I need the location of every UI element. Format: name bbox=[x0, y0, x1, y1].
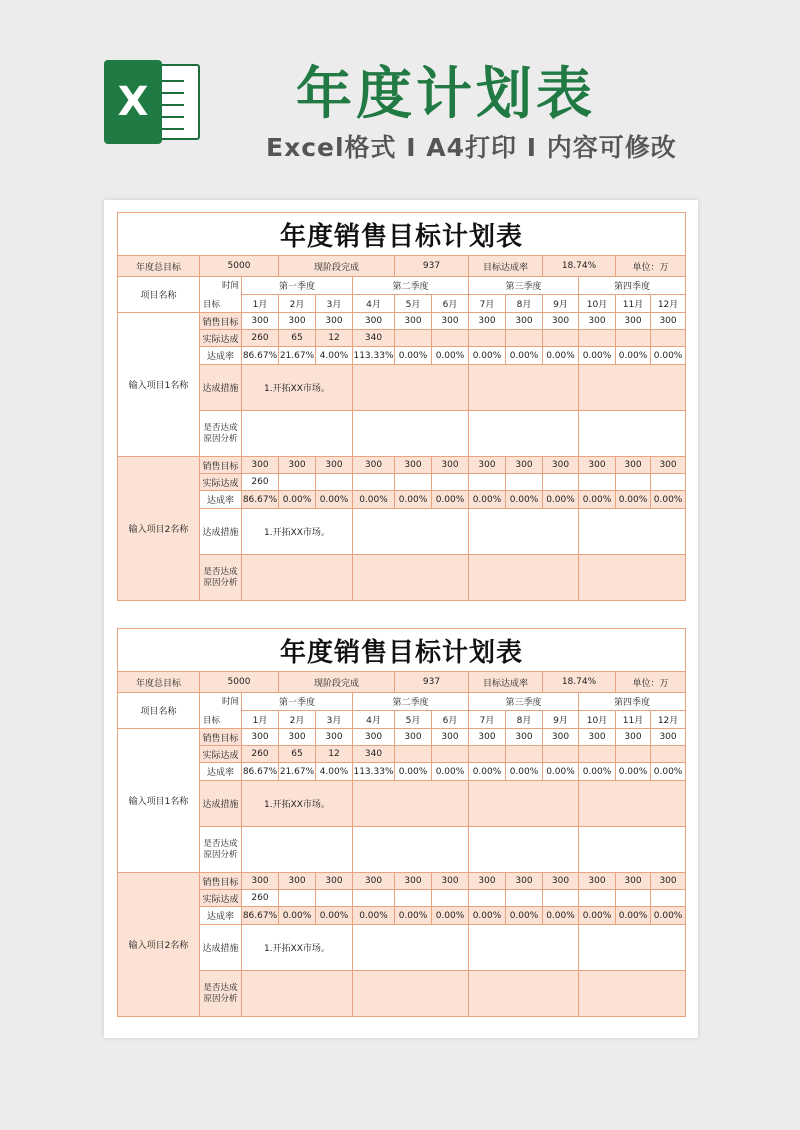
excel-logo-icon bbox=[104, 60, 200, 144]
month-header: 9月 bbox=[543, 295, 579, 313]
rate-cell: 0.00% bbox=[543, 763, 579, 781]
current-done-label: 现阶段完成 bbox=[279, 256, 395, 277]
sales-target-cell[interactable]: 300 bbox=[579, 313, 616, 330]
sales-target-cell[interactable]: 300 bbox=[279, 873, 316, 890]
rate-cell: 0.00% bbox=[432, 763, 469, 781]
rate-cell: 0.00% bbox=[353, 907, 395, 925]
actual-cell[interactable] bbox=[469, 474, 506, 491]
sales-target-cell[interactable]: 300 bbox=[316, 313, 353, 330]
quarter-header: 第三季度 bbox=[469, 693, 579, 711]
analysis-q1[interactable] bbox=[242, 555, 353, 601]
month-header: 1月 bbox=[242, 711, 279, 729]
month-header: 2月 bbox=[279, 295, 316, 313]
rate-cell: 113.33% bbox=[353, 763, 395, 781]
actual-cell[interactable] bbox=[579, 890, 616, 907]
actual-cell[interactable] bbox=[579, 330, 616, 347]
sales-target-cell[interactable]: 300 bbox=[469, 729, 506, 746]
sales-target-cell[interactable]: 300 bbox=[651, 873, 686, 890]
time-target-header bbox=[200, 277, 242, 313]
rate-cell: 0.00% bbox=[616, 347, 651, 365]
sales-target-label: 销售目标 bbox=[200, 873, 242, 890]
measures-label: 达成措施 bbox=[200, 925, 242, 971]
analysis-label-line2: 原因分析 bbox=[203, 433, 238, 444]
plan-sheet-2 bbox=[117, 628, 685, 1017]
measure-q4[interactable] bbox=[579, 509, 686, 555]
sales-target-cell[interactable]: 300 bbox=[651, 457, 686, 474]
page-title: 年度计划表 bbox=[296, 62, 596, 127]
measure-q4[interactable] bbox=[579, 365, 686, 411]
quarter-header: 第二季度 bbox=[353, 277, 469, 295]
measure-q3[interactable] bbox=[469, 365, 579, 411]
analysis-q3[interactable] bbox=[469, 971, 579, 1017]
actual-label: 实际达成 bbox=[200, 330, 242, 347]
rate-cell: 0.00% bbox=[616, 763, 651, 781]
sales-target-cell[interactable]: 300 bbox=[353, 873, 395, 890]
actual-cell[interactable] bbox=[316, 890, 353, 907]
rate-cell: 0.00% bbox=[579, 907, 616, 925]
measure-q1[interactable]: 1.开拓XX市场。 bbox=[242, 925, 353, 971]
month-header: 11月 bbox=[616, 711, 651, 729]
target-rate-value[interactable]: 18.74% bbox=[543, 672, 616, 693]
actual-cell[interactable] bbox=[579, 474, 616, 491]
month-header: 8月 bbox=[506, 711, 543, 729]
actual-cell[interactable] bbox=[469, 330, 506, 347]
actual-cell[interactable]: 340 bbox=[353, 330, 395, 347]
sales-target-cell[interactable]: 300 bbox=[395, 729, 432, 746]
month-header: 11月 bbox=[616, 295, 651, 313]
current-done-value[interactable]: 937 bbox=[395, 256, 469, 277]
month-header: 12月 bbox=[651, 711, 686, 729]
sales-target-cell[interactable]: 300 bbox=[651, 313, 686, 330]
actual-cell[interactable]: 65 bbox=[279, 746, 316, 763]
actual-cell[interactable] bbox=[579, 746, 616, 763]
actual-cell[interactable] bbox=[651, 890, 686, 907]
rate-label: 达成率 bbox=[200, 907, 242, 925]
actual-cell[interactable]: 12 bbox=[316, 330, 353, 347]
actual-cell[interactable] bbox=[432, 330, 469, 347]
actual-cell[interactable] bbox=[316, 474, 353, 491]
actual-cell[interactable] bbox=[432, 746, 469, 763]
sales-target-cell[interactable]: 300 bbox=[353, 313, 395, 330]
month-header: 12月 bbox=[651, 295, 686, 313]
actual-cell[interactable] bbox=[651, 474, 686, 491]
rate-cell: 0.00% bbox=[651, 347, 686, 365]
rate-cell: 0.00% bbox=[506, 347, 543, 365]
month-header: 10月 bbox=[579, 711, 616, 729]
measure-q3[interactable] bbox=[469, 925, 579, 971]
actual-cell[interactable] bbox=[616, 474, 651, 491]
sales-target-cell[interactable]: 300 bbox=[279, 729, 316, 746]
target-label: 目标 bbox=[203, 716, 221, 726]
sales-target-cell[interactable]: 300 bbox=[279, 313, 316, 330]
rate-cell: 0.00% bbox=[353, 491, 395, 509]
rate-cell: 0.00% bbox=[279, 907, 316, 925]
analysis-q4[interactable] bbox=[579, 971, 686, 1017]
rate-cell: 0.00% bbox=[316, 907, 353, 925]
total-target-value[interactable]: 5000 bbox=[200, 256, 279, 277]
sales-target-cell[interactable]: 300 bbox=[316, 873, 353, 890]
measure-q2[interactable] bbox=[353, 365, 469, 411]
analysis-label-line2: 原因分析 bbox=[203, 993, 238, 1004]
sales-target-cell[interactable]: 300 bbox=[506, 729, 543, 746]
sales-target-cell[interactable]: 300 bbox=[469, 873, 506, 890]
sales-target-cell[interactable]: 300 bbox=[353, 457, 395, 474]
project-name[interactable]: 输入项目1名称 bbox=[118, 729, 200, 873]
sales-target-cell[interactable]: 300 bbox=[616, 457, 651, 474]
month-header: 7月 bbox=[469, 295, 506, 313]
sales-target-label: 销售目标 bbox=[200, 457, 242, 474]
sales-target-cell[interactable]: 300 bbox=[616, 873, 651, 890]
actual-cell[interactable] bbox=[543, 474, 579, 491]
actual-cell[interactable] bbox=[353, 890, 395, 907]
rate-cell: 0.00% bbox=[469, 763, 506, 781]
sales-target-cell[interactable]: 300 bbox=[579, 729, 616, 746]
measure-q3[interactable] bbox=[469, 781, 579, 827]
rate-cell: 0.00% bbox=[651, 763, 686, 781]
actual-cell[interactable]: 65 bbox=[279, 330, 316, 347]
analysis-q3[interactable] bbox=[469, 411, 579, 457]
target-rate-label: 目标达成率 bbox=[469, 256, 543, 277]
unit-label: 单位：万 bbox=[616, 672, 686, 693]
actual-cell[interactable] bbox=[395, 746, 432, 763]
plan-table-container bbox=[117, 212, 685, 601]
month-header: 2月 bbox=[279, 711, 316, 729]
month-header: 4月 bbox=[353, 711, 395, 729]
month-header: 3月 bbox=[316, 711, 353, 729]
analysis-q4[interactable] bbox=[579, 827, 686, 873]
rate-cell: 0.00% bbox=[579, 763, 616, 781]
analysis-q3[interactable] bbox=[469, 827, 579, 873]
target-rate-label: 目标达成率 bbox=[469, 672, 543, 693]
quarter-header: 第一季度 bbox=[242, 277, 353, 295]
actual-cell[interactable] bbox=[432, 474, 469, 491]
analysis-q2[interactable] bbox=[353, 971, 469, 1017]
project-name[interactable]: 输入项目1名称 bbox=[118, 313, 200, 457]
quarter-header: 第四季度 bbox=[579, 693, 686, 711]
month-header: 5月 bbox=[395, 711, 432, 729]
rate-cell: 0.00% bbox=[543, 347, 579, 365]
project-name[interactable]: 输入项目2名称 bbox=[118, 457, 200, 601]
analysis-label-line2: 原因分析 bbox=[203, 849, 238, 860]
month-header: 8月 bbox=[506, 295, 543, 313]
plan-title: 年度销售目标计划表 bbox=[118, 629, 686, 672]
measure-q4[interactable] bbox=[579, 925, 686, 971]
rate-label: 达成率 bbox=[200, 763, 242, 781]
analysis-q1[interactable] bbox=[242, 827, 353, 873]
quarter-header: 第三季度 bbox=[469, 277, 579, 295]
analysis-label bbox=[200, 411, 242, 457]
actual-cell[interactable]: 260 bbox=[242, 330, 279, 347]
sales-target-cell[interactable]: 300 bbox=[469, 457, 506, 474]
rate-cell: 0.00% bbox=[579, 347, 616, 365]
actual-cell[interactable] bbox=[506, 474, 543, 491]
sales-target-cell[interactable]: 300 bbox=[279, 457, 316, 474]
analysis-q4[interactable] bbox=[579, 411, 686, 457]
rate-cell: 0.00% bbox=[395, 907, 432, 925]
month-header: 6月 bbox=[432, 295, 469, 313]
project-name-header: 项目名称 bbox=[118, 277, 200, 313]
measure-q2[interactable] bbox=[353, 925, 469, 971]
rate-cell: 0.00% bbox=[469, 347, 506, 365]
actual-cell[interactable]: 260 bbox=[242, 474, 279, 491]
quarter-header: 第四季度 bbox=[579, 277, 686, 295]
sales-target-cell[interactable]: 300 bbox=[543, 457, 579, 474]
rate-cell: 4.00% bbox=[316, 347, 353, 365]
plan-title: 年度销售目标计划表 bbox=[118, 213, 686, 256]
rate-cell: 0.00% bbox=[469, 491, 506, 509]
actual-label: 实际达成 bbox=[200, 746, 242, 763]
actual-cell[interactable] bbox=[543, 330, 579, 347]
rate-cell: 0.00% bbox=[395, 347, 432, 365]
actual-cell[interactable] bbox=[543, 746, 579, 763]
actual-cell[interactable] bbox=[432, 890, 469, 907]
total-target-label: 年度总目标 bbox=[118, 672, 200, 693]
actual-cell[interactable] bbox=[616, 890, 651, 907]
actual-label: 实际达成 bbox=[200, 474, 242, 491]
target-rate-value[interactable]: 18.74% bbox=[543, 256, 616, 277]
month-header: 1月 bbox=[242, 295, 279, 313]
project-name[interactable]: 输入项目2名称 bbox=[118, 873, 200, 1017]
quarter-header: 第一季度 bbox=[242, 693, 353, 711]
rate-cell: 21.67% bbox=[279, 347, 316, 365]
sales-target-cell[interactable]: 300 bbox=[616, 313, 651, 330]
actual-cell[interactable] bbox=[353, 474, 395, 491]
analysis-q3[interactable] bbox=[469, 555, 579, 601]
analysis-label bbox=[200, 827, 242, 873]
sales-plan-table bbox=[117, 628, 686, 1017]
measures-label: 达成措施 bbox=[200, 509, 242, 555]
sales-target-cell[interactable]: 300 bbox=[316, 729, 353, 746]
actual-cell[interactable] bbox=[279, 474, 316, 491]
actual-cell[interactable] bbox=[395, 474, 432, 491]
rate-label: 达成率 bbox=[200, 491, 242, 509]
sales-target-cell[interactable]: 300 bbox=[579, 457, 616, 474]
analysis-q2[interactable] bbox=[353, 411, 469, 457]
analysis-label-line1: 是否达成 bbox=[203, 982, 238, 993]
measure-q2[interactable] bbox=[353, 781, 469, 827]
actual-cell[interactable] bbox=[279, 890, 316, 907]
actual-cell[interactable]: 260 bbox=[242, 890, 279, 907]
sales-target-cell[interactable]: 300 bbox=[432, 729, 469, 746]
analysis-q1[interactable] bbox=[242, 971, 353, 1017]
sales-target-cell[interactable]: 300 bbox=[432, 313, 469, 330]
rate-cell: 0.00% bbox=[279, 491, 316, 509]
actual-cell[interactable] bbox=[543, 890, 579, 907]
rate-cell: 0.00% bbox=[543, 491, 579, 509]
actual-cell[interactable] bbox=[395, 330, 432, 347]
time-label: 时间 bbox=[221, 697, 239, 707]
actual-cell[interactable] bbox=[651, 330, 686, 347]
sales-target-cell[interactable]: 300 bbox=[242, 457, 279, 474]
actual-cell[interactable] bbox=[616, 330, 651, 347]
rate-cell: 0.00% bbox=[316, 491, 353, 509]
rate-cell: 4.00% bbox=[316, 763, 353, 781]
month-header: 7月 bbox=[469, 711, 506, 729]
rate-cell: 0.00% bbox=[432, 907, 469, 925]
rate-cell: 0.00% bbox=[432, 347, 469, 365]
rate-cell: 86.67% bbox=[242, 763, 279, 781]
measures-label: 达成措施 bbox=[200, 781, 242, 827]
rate-cell: 0.00% bbox=[469, 907, 506, 925]
actual-cell[interactable]: 260 bbox=[242, 746, 279, 763]
measures-label: 达成措施 bbox=[200, 365, 242, 411]
time-label: 时间 bbox=[221, 281, 239, 291]
rate-cell: 0.00% bbox=[616, 491, 651, 509]
total-target-value[interactable]: 5000 bbox=[200, 672, 279, 693]
rate-cell: 86.67% bbox=[242, 491, 279, 509]
rate-cell: 0.00% bbox=[395, 491, 432, 509]
analysis-q4[interactable] bbox=[579, 555, 686, 601]
month-header: 4月 bbox=[353, 295, 395, 313]
sales-target-cell[interactable]: 300 bbox=[432, 873, 469, 890]
rate-cell: 0.00% bbox=[543, 907, 579, 925]
measure-q1[interactable]: 1.开拓XX市场。 bbox=[242, 781, 353, 827]
sales-target-cell[interactable]: 300 bbox=[543, 313, 579, 330]
measure-q1[interactable]: 1.开拓XX市场。 bbox=[242, 365, 353, 411]
sales-target-cell[interactable]: 300 bbox=[651, 729, 686, 746]
analysis-q2[interactable] bbox=[353, 555, 469, 601]
actual-cell[interactable] bbox=[469, 890, 506, 907]
sales-target-cell[interactable]: 300 bbox=[316, 457, 353, 474]
month-header: 3月 bbox=[316, 295, 353, 313]
sales-target-cell[interactable]: 300 bbox=[242, 729, 279, 746]
plan-table-container bbox=[117, 628, 685, 1017]
quarter-header: 第二季度 bbox=[353, 693, 469, 711]
month-header: 10月 bbox=[579, 295, 616, 313]
sales-target-cell[interactable]: 300 bbox=[395, 457, 432, 474]
analysis-label-line1: 是否达成 bbox=[203, 422, 238, 433]
actual-cell[interactable] bbox=[651, 746, 686, 763]
sales-target-cell[interactable]: 300 bbox=[395, 873, 432, 890]
analysis-label bbox=[200, 971, 242, 1017]
project-name-header: 项目名称 bbox=[118, 693, 200, 729]
sales-target-cell[interactable]: 300 bbox=[469, 313, 506, 330]
excel-x-badge: X bbox=[104, 60, 162, 144]
analysis-label-line1: 是否达成 bbox=[203, 838, 238, 849]
sales-target-cell[interactable]: 300 bbox=[242, 313, 279, 330]
rate-cell: 86.67% bbox=[242, 907, 279, 925]
target-label: 目标 bbox=[203, 300, 221, 310]
analysis-q1[interactable] bbox=[242, 411, 353, 457]
page-header bbox=[0, 0, 800, 200]
analysis-label-line1: 是否达成 bbox=[203, 566, 238, 577]
sales-target-cell[interactable]: 300 bbox=[616, 729, 651, 746]
rate-cell: 21.67% bbox=[279, 763, 316, 781]
rate-cell: 113.33% bbox=[353, 347, 395, 365]
rate-cell: 0.00% bbox=[432, 491, 469, 509]
sales-target-cell[interactable]: 300 bbox=[543, 729, 579, 746]
current-done-value[interactable]: 937 bbox=[395, 672, 469, 693]
sales-target-cell[interactable]: 300 bbox=[353, 729, 395, 746]
sales-target-cell[interactable]: 300 bbox=[432, 457, 469, 474]
rate-cell: 0.00% bbox=[395, 763, 432, 781]
actual-cell[interactable]: 340 bbox=[353, 746, 395, 763]
sales-target-label: 销售目标 bbox=[200, 729, 242, 746]
month-header: 9月 bbox=[543, 711, 579, 729]
actual-cell[interactable] bbox=[395, 890, 432, 907]
rate-cell: 0.00% bbox=[651, 491, 686, 509]
actual-cell[interactable] bbox=[506, 330, 543, 347]
analysis-q2[interactable] bbox=[353, 827, 469, 873]
actual-cell[interactable] bbox=[469, 746, 506, 763]
sales-target-cell[interactable]: 300 bbox=[242, 873, 279, 890]
actual-cell[interactable]: 12 bbox=[316, 746, 353, 763]
current-done-label: 现阶段完成 bbox=[279, 672, 395, 693]
sales-target-cell[interactable]: 300 bbox=[506, 457, 543, 474]
actual-cell[interactable] bbox=[616, 746, 651, 763]
actual-cell[interactable] bbox=[506, 746, 543, 763]
sales-target-cell[interactable]: 300 bbox=[395, 313, 432, 330]
sales-target-cell[interactable]: 300 bbox=[579, 873, 616, 890]
rate-cell: 86.67% bbox=[242, 347, 279, 365]
sales-target-cell[interactable]: 300 bbox=[543, 873, 579, 890]
rate-cell: 0.00% bbox=[616, 907, 651, 925]
rate-label: 达成率 bbox=[200, 347, 242, 365]
analysis-label-line2: 原因分析 bbox=[203, 577, 238, 588]
month-header: 5月 bbox=[395, 295, 432, 313]
sales-target-label: 销售目标 bbox=[200, 313, 242, 330]
time-target-header bbox=[200, 693, 242, 729]
measure-q2[interactable] bbox=[353, 509, 469, 555]
unit-label: 单位：万 bbox=[616, 256, 686, 277]
total-target-label: 年度总目标 bbox=[118, 256, 200, 277]
actual-label: 实际达成 bbox=[200, 890, 242, 907]
sales-plan-table bbox=[117, 212, 686, 601]
sales-target-cell[interactable]: 300 bbox=[506, 873, 543, 890]
rate-cell: 0.00% bbox=[506, 907, 543, 925]
rate-cell: 0.00% bbox=[506, 763, 543, 781]
analysis-label bbox=[200, 555, 242, 601]
sales-target-cell[interactable]: 300 bbox=[506, 313, 543, 330]
measure-q4[interactable] bbox=[579, 781, 686, 827]
rate-cell: 0.00% bbox=[506, 491, 543, 509]
actual-cell[interactable] bbox=[506, 890, 543, 907]
rate-cell: 0.00% bbox=[651, 907, 686, 925]
measure-q3[interactable] bbox=[469, 509, 579, 555]
page-subtitle: Excel格式 I A4打印 I 内容可修改 bbox=[266, 133, 677, 162]
plan-sheet-1 bbox=[117, 212, 685, 601]
measure-q1[interactable]: 1.开拓XX市场。 bbox=[242, 509, 353, 555]
month-header: 6月 bbox=[432, 711, 469, 729]
rate-cell: 0.00% bbox=[579, 491, 616, 509]
